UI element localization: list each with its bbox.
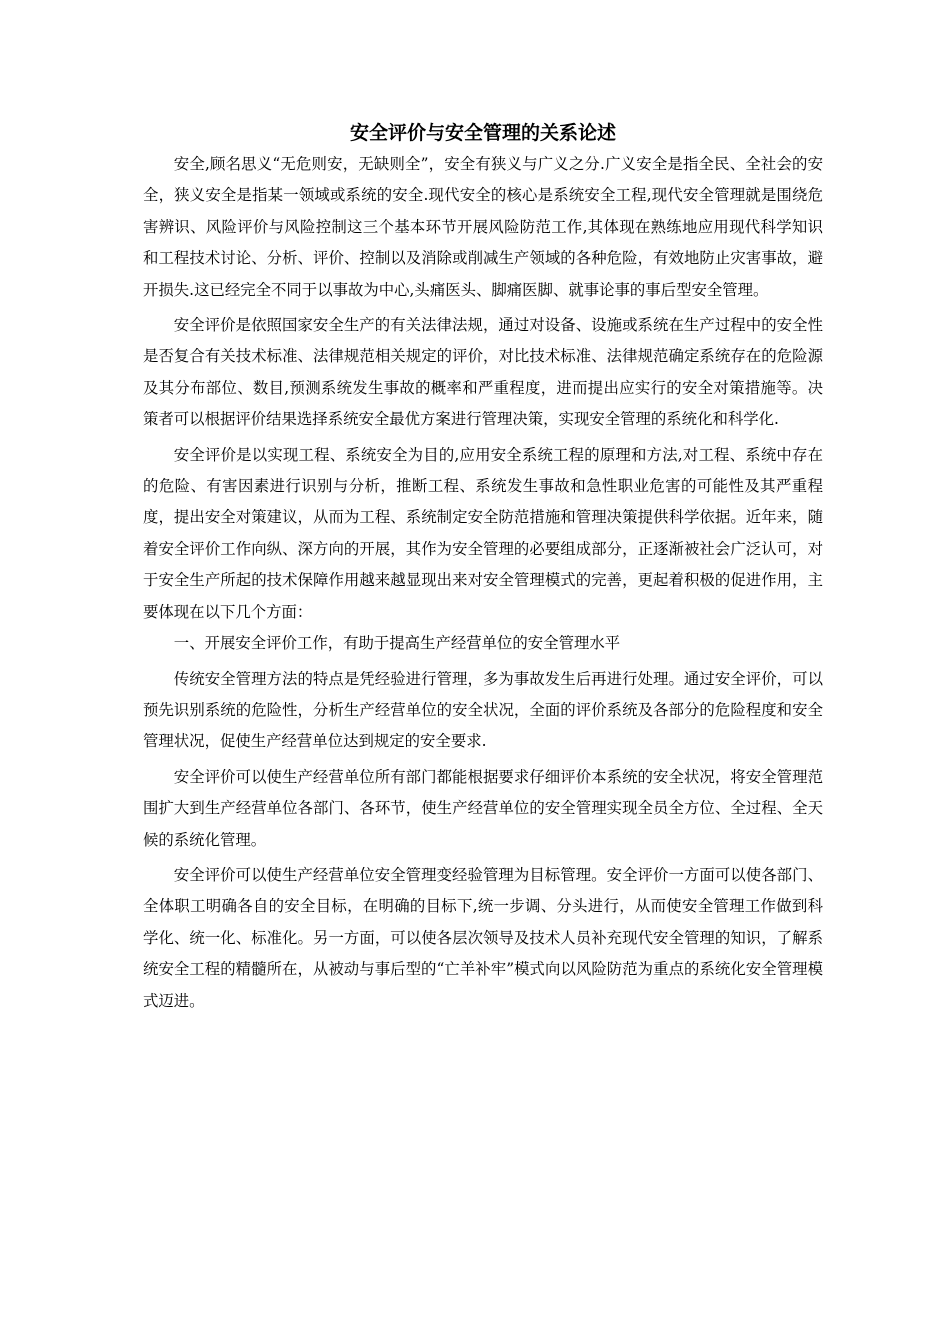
paragraph-safety-evaluation-definition: 安全评价是依照国家安全生产的有关法律法规，通过对设备、设施或系统在生产过程中的安全性是否复合有关技术标准、法律规范相关规定的评价，对比技术标准、法律规范确定系统存在的危险源及其分布部位、数目,预测系统发生事故的概率和严重程度，进而提出应实行的安全对策措施等。决策者可以根据评价结果选择系统安全最优方案进行管理决策，实现安全管理的系统化和科学化.: [143, 316, 823, 429]
document-title: 安全评价与安全管理的关系论述: [349, 122, 616, 144]
paragraph-all-departments: 安全评价可以使生产经营单位所有部门都能根据要求仔细评价本系统的安全状况，将安全管理范围扩大到生产经营单位各部门、各环节，使生产经营单位的安全管理实现全员全方位、全过程、全天候的系统化管理。: [143, 767, 823, 849]
document-page: [143, 118, 823, 1021]
paragraph-goal-management: 安全评价可以使生产经营单位安全管理变经验管理为目标管理。安全评价一方面可以使各部门、全体职工明确各自的安全目标，在明确的目标下,统一步调、分头进行，从而使安全管理工作做到科学化、统一化、标准化。另一方面，可以使各层次领导及技术人员补充现代安全管理的知识，了解系统安全工程的精髓所在，从被动与事后型的“亡羊补牢”模式向以风险防范为重点的系统化安全管理模式迈进。: [143, 865, 823, 1010]
section-heading-one: 一、开展安全评价工作，有助于提高生产经营单位的安全管理水平: [173, 634, 621, 653]
paragraph-intro: 安全,顾名思义“无危则安，无缺则全”，安全有狭义与广义之分.广义安全是指全民、全社会的安全，狭义安全是指某一领域或系统的安全.现代安全的核心是系统安全工程,现代安全管理就是围绕危害辨识、风险评价与风险控制这三个基本环节开展风险防范工作,其体现在熟练地应用现代科学知识和工程技术讨论、分析、评价、控制以及消除或削减生产领域的各种危险，有效地防止灾害事故，避开损失.这已经完全不同于以事故为中心,头痛医头、脚痛医脚、就事论事的事后型安全管理。: [143, 155, 823, 299]
paragraph-traditional-management: 传统安全管理方法的特点是凭经验进行管理，多为事故发生后再进行处理。通过安全评价，可以预先识别系统的危险性，分析生产经营单位的安全状况，全面的评价系统及各部分的危险程度和安全管理状况，促使生产经营单位达到规定的安全要求.: [143, 669, 823, 751]
paragraph-safety-evaluation-purpose: 安全评价是以实现工程、系统安全为目的,应用安全系统工程的原理和方法,对工程、系统中存在的危险、有害因素进行识别与分析，推断工程、系统发生事故和急性职业危害的可能性及其严重程度，提出安全对策建议，从而为工程、系统制定安全防范措施和管理决策提供科学依据。近年来，随着安全评价工作向纵、深方向的开展，其作为安全管理的必要组成部分，正逐渐被社会广泛认可，对于安全生产所起的技术保障作用越来越显现出来对安全管理模式的完善，更起着积极的促进作用，主要体现在以下几个方面：: [143, 445, 823, 621]
